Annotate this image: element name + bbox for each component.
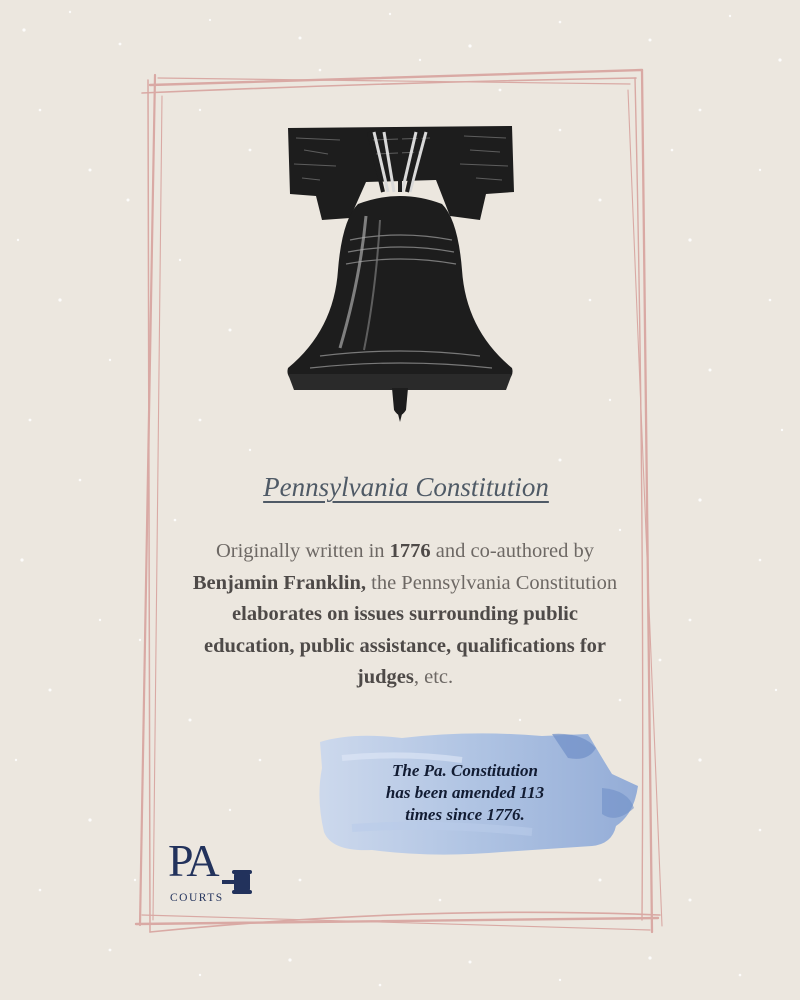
pa-courts-logo [168,835,258,910]
page-title: Pennsylvania Constitution [263,472,549,502]
description-paragraph [185,536,625,694]
year-highlight: 1776 [389,540,431,562]
liberty-bell-illustration [280,120,520,425]
description-text: Originally written in [215,540,390,562]
gavel-icon [222,868,256,904]
logo-mark: PA [168,835,217,886]
description-text: , etc. [413,666,454,688]
description-text: the Pennsylvania Constitution [366,571,618,594]
amendment-callout [350,760,580,826]
callout-line: times since 1776. [405,805,525,824]
author-highlight: Benjamin Franklin, [192,571,366,594]
description-text: and co-authored by [430,540,595,562]
callout-line: has been amended 113 [385,783,545,802]
callout-line: The Pa. Constitution [392,761,538,780]
logo-label: COURTS [170,892,224,904]
topics-highlight: elaborates on issues surrounding public education, public assistance, qualifications for judges [203,603,607,688]
